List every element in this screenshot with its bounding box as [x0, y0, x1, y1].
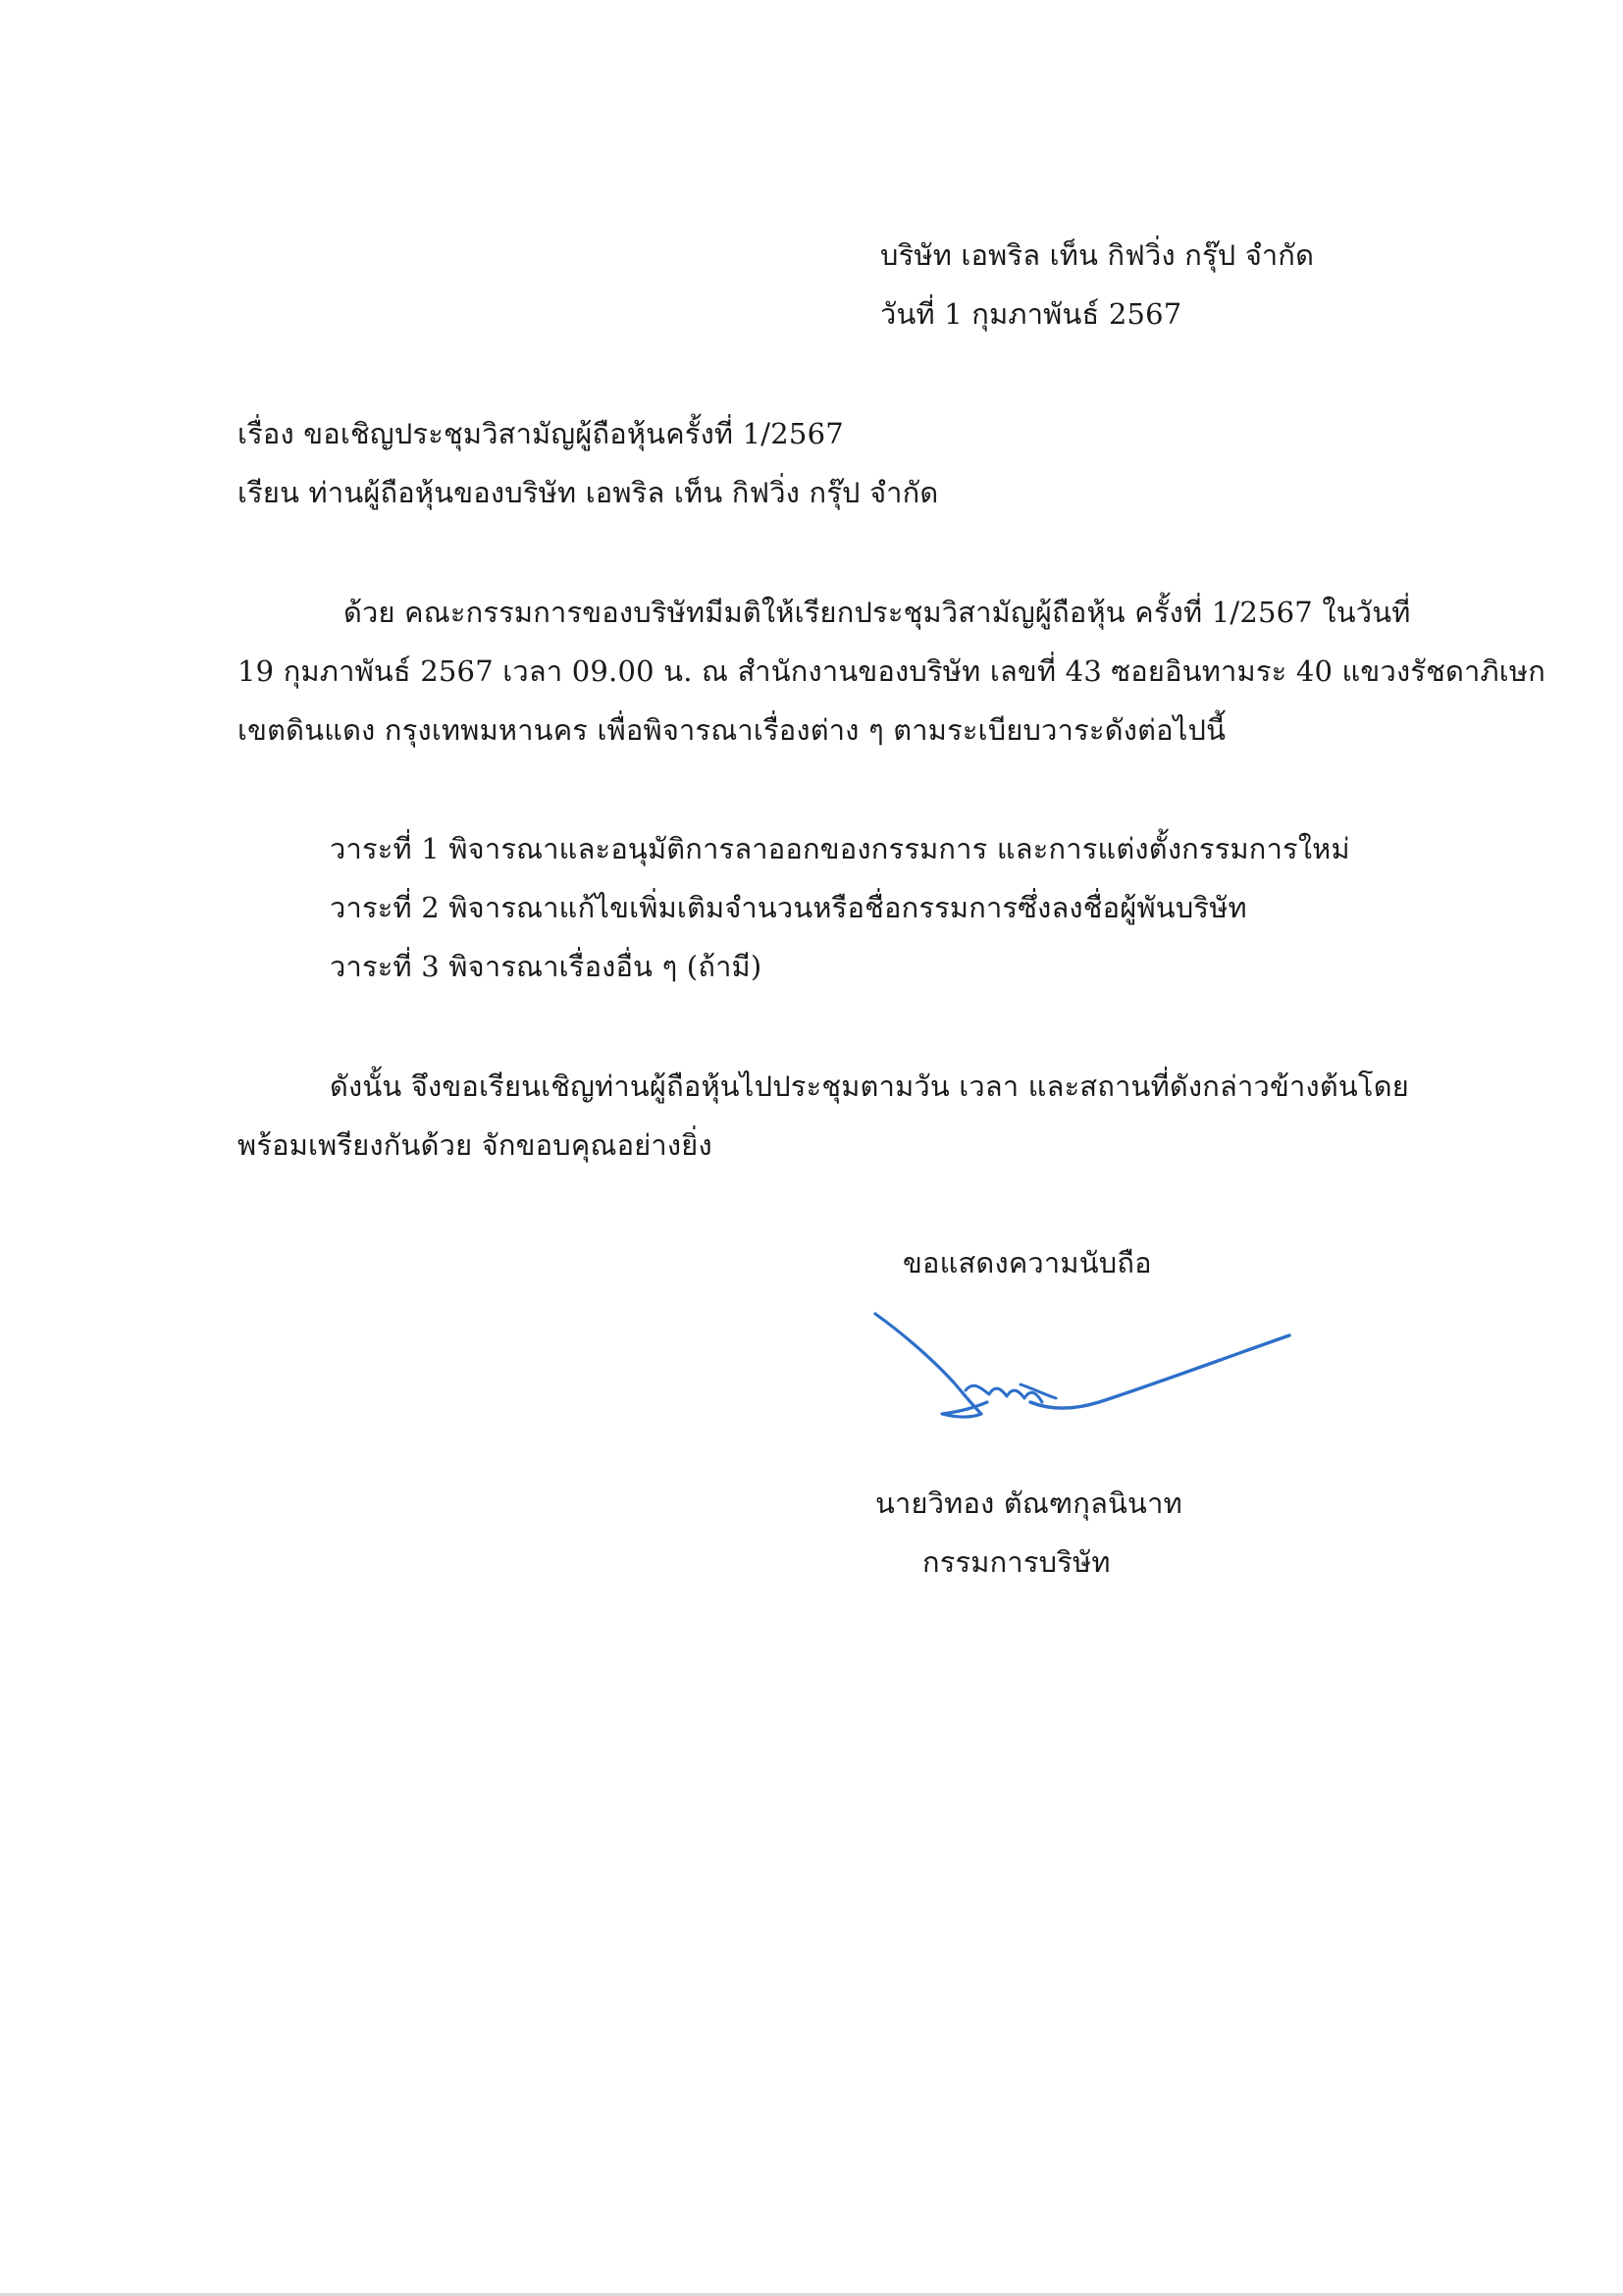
intro-paragraph-line-3: เขตดินแดง กรุงเทพมหานคร เพื่อพิจารณาเรื่องต่าง ๆ ตามระเบียบวาระดังต่อไปนี้: [237, 713, 1227, 747]
intro-paragraph-line-2: 19 กุมภาพันธ์ 2567 เวลา 09.00 น. ณ สำนักงานของบริษัท เลขที่ 43 ซอยอินทามระ 40 แขวงรัชดาภิเษก: [237, 654, 1545, 688]
agenda-item-2: วาระที่ 2 พิจารณาแก้ไขเพิ่มเติมจำนวนหรือชื่อกรรมการซึ่งลงชื่อผู้พันบริษัท: [330, 891, 1247, 924]
agenda-item-3: วาระที่ 3 พิจารณาเรื่องอื่น ๆ (ถ้ามี): [330, 950, 762, 983]
signatory-name: นายวิทอง ตัณฑกุลนินาท: [875, 1487, 1182, 1520]
letter-recipient: เรียน ท่านผู้ถือหุ้นของบริษัท เอพริล เท็น กิฟวิ่ง กรุ๊ป จำกัด: [237, 476, 939, 509]
agenda-item-1: วาระที่ 1 พิจารณาและอนุมัติการลาออกของกรรมการ และการแต่งตั้งกรรมการใหม่: [330, 832, 1350, 865]
intro-paragraph-line-1: ด้วย คณะกรรมการของบริษัทมีมติให้เรียกประชุมวิสามัญผู้ถือหุ้น ครั้งที่ 1/2567 ในวันที่: [343, 596, 1411, 629]
signature-stroke-tail: [1030, 1335, 1289, 1408]
letter-subject: เรื่อง ขอเชิญประชุมวิสามัญผู้ถือหุ้นครั้งที่ 1/2567: [237, 417, 844, 450]
signatory-position: กรรมการบริษัท: [922, 1545, 1111, 1579]
handwritten-signature: [864, 1300, 1295, 1437]
signoff-greeting: ขอแสดงความนับถือ: [903, 1246, 1152, 1279]
closing-paragraph-line-1: ดังนั้น จึงขอเรียนเชิญท่านผู้ถือหุ้นไปประชุมตามวัน เวลา และสถานที่ดังกล่าวข้างต้นโดย: [330, 1070, 1409, 1103]
closing-paragraph-line-2: พร้อมเพรียงกันด้วย จักขอบคุณอย่างยิ่ง: [237, 1128, 712, 1162]
signature-stroke-main: [875, 1314, 987, 1417]
company-name: บริษัท เอพริล เท็น กิฟวิ่ง กรุ๊ป จำกัด: [880, 238, 1315, 272]
letter-date: วันที่ 1 กุมภาพันธ์ 2567: [880, 297, 1182, 331]
